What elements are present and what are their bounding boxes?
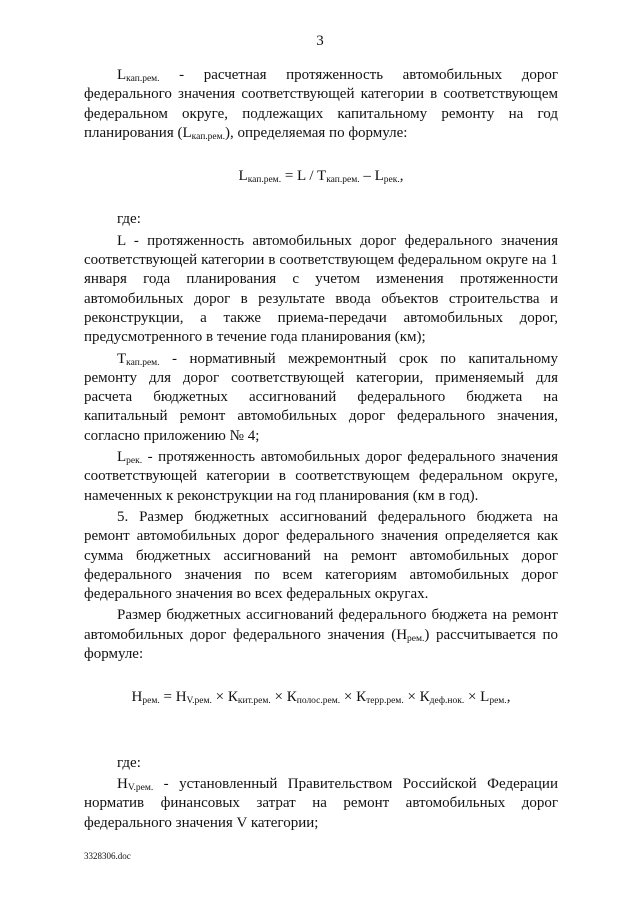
page-number: 3: [316, 33, 324, 49]
formula-lkaprem: $L_{кап.рем.} = L / T_{кап.рем.} - L_{рек.}$,: [238, 168, 404, 186]
paragraph-lkaprem-definition: $L_{кап.рем.}$ - расчетная протяженность автомобильных дорог федерального значения соответствующей категории в соответствующем федеральном округе, подлежащих капитальному ремонту на год планирования $(L_{кап.рем.})$, определяемая по формуле:: [84, 67, 558, 142]
definition-Hvrem: $Н_{V.рем.}$ - установленный Правительством Российской Федерации норматив финансовых затрат на ремонт автомобильных дорог федерального значения V категории;: [84, 775, 558, 831]
where-label-2: где:: [117, 754, 141, 771]
paragraph-5: 5. Размер бюджетных ассигнований федерального бюджета на ремонт автомобильных дорог федерального значения определяется как сумма бюджетных ассигнований на ремонт автомобильных дорог федерального значения по всем категориям автомобильных дорог федерального значения во всех федеральных округах.: [84, 508, 558, 603]
formula-hrem: $Н_{рем.} = Н_{V.рем.} \times К_{кит.рем.} \times К_{полос.рем.} \times К_{терр.рем.} \times К_{деф.нок.} \times L_{рем.}$,: [131, 689, 511, 707]
definition-Tkaprem: $T_{кап.рем.}$ - нормативный межремонтный срок по капитальному ремонту для дорог соответствующей категории, применяемый для расчета бюджетных ассигнований федерального бюджета на капитальный ремонт автомобильных дорог федерального значения, согласно приложению № 4;: [84, 350, 558, 444]
definition-Lrek: $L_{рек.}$ - протяженность автомобильных дорог федерального значения соответствующей категории в соответствующем федеральном округе, намеченных к реконструкции на год планирования (км в год).: [84, 449, 558, 504]
paragraph-hrem-intro: Размер бюджетных ассигнований федерального бюджета на ремонт автомобильных дорог федерального значения $(Н_{рем.})$ рассчитывается по формуле:: [84, 607, 558, 663]
document-body: [84, 66, 558, 835]
definition-L: L - протяженность автомобильных дорог федерального значения соответствующей категории в соответствующем федеральном округе на 1 января года планирования с учетом изменения протяженности автомобильных дорог в результате ввода объектов строительства и реконструкции, а также приема-передачи автомобильных дорог, предусмотренного в течение года планирования (км);: [84, 232, 558, 346]
file-name-footer: 3328306.doc: [84, 851, 131, 861]
where-label: где:: [117, 211, 141, 228]
